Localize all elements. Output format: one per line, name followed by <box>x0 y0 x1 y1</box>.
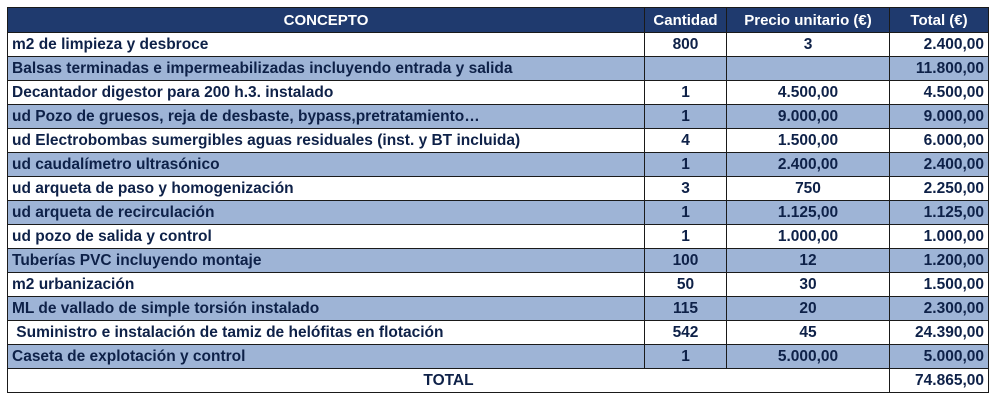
table-row <box>8 297 989 321</box>
row-total: 24.390,00 <box>890 321 989 345</box>
row-unit-price: 5.000,00 <box>727 345 890 369</box>
row-unit-price: 30 <box>727 273 890 297</box>
row-concept: Tuberías PVC incluyendo montaje <box>8 249 645 273</box>
budget-table-container <box>7 7 988 393</box>
row-unit-price: 45 <box>727 321 890 345</box>
row-quantity: 1 <box>645 201 727 225</box>
table-row <box>8 57 989 81</box>
row-total: 5.000,00 <box>890 345 989 369</box>
row-total: 1.000,00 <box>890 225 989 249</box>
table-row <box>8 321 989 345</box>
row-total: 1.200,00 <box>890 249 989 273</box>
row-quantity: 115 <box>645 297 727 321</box>
row-concept: Suministro e instalación de tamiz de helófitas en flotación <box>8 321 645 345</box>
table-row <box>8 81 989 105</box>
row-quantity: 800 <box>645 33 727 57</box>
table-row <box>8 177 989 201</box>
row-unit-price: 1.000,00 <box>727 225 890 249</box>
header-unit-price: Precio unitario (€) <box>727 8 890 33</box>
table-row <box>8 249 989 273</box>
row-total: 2.400,00 <box>890 153 989 177</box>
row-quantity: 100 <box>645 249 727 273</box>
row-unit-price: 9.000,00 <box>727 105 890 129</box>
row-concept: ud arqueta de paso y homogenización <box>8 177 645 201</box>
row-concept: m2 de limpieza y desbroce <box>8 33 645 57</box>
header-quantity: Cantidad <box>645 8 727 33</box>
table-row <box>8 201 989 225</box>
row-quantity: 1 <box>645 345 727 369</box>
table-total-row <box>8 369 989 393</box>
row-quantity: 1 <box>645 225 727 249</box>
total-label: TOTAL <box>8 369 890 393</box>
header-total: Total (€) <box>890 8 989 33</box>
row-total: 1.500,00 <box>890 273 989 297</box>
table-header-row <box>8 8 989 33</box>
row-quantity: 1 <box>645 105 727 129</box>
row-quantity: 1 <box>645 81 727 105</box>
row-quantity: 50 <box>645 273 727 297</box>
row-unit-price: 1.500,00 <box>727 129 890 153</box>
table-row <box>8 105 989 129</box>
row-quantity: 542 <box>645 321 727 345</box>
table-row <box>8 129 989 153</box>
row-total: 2.400,00 <box>890 33 989 57</box>
row-concept: Caseta de explotación y control <box>8 345 645 369</box>
header-concept: CONCEPTO <box>8 8 645 33</box>
row-concept: ud pozo de salida y control <box>8 225 645 249</box>
row-quantity: 4 <box>645 129 727 153</box>
row-unit-price: 750 <box>727 177 890 201</box>
row-total: 2.250,00 <box>890 177 989 201</box>
row-concept: ML de vallado de simple torsión instalado <box>8 297 645 321</box>
row-total: 4.500,00 <box>890 81 989 105</box>
row-concept: ud Pozo de gruesos, reja de desbaste, bypass,pretratamiento… <box>8 105 645 129</box>
row-concept: m2 urbanización <box>8 273 645 297</box>
table-row <box>8 225 989 249</box>
grand-total: 74.865,00 <box>890 369 989 393</box>
row-total: 6.000,00 <box>890 129 989 153</box>
row-quantity <box>645 57 727 81</box>
row-concept: ud Electrobombas sumergibles aguas residuales (inst. y BT incluida) <box>8 129 645 153</box>
row-unit-price: 4.500,00 <box>727 81 890 105</box>
table-row <box>8 273 989 297</box>
row-unit-price: 12 <box>727 249 890 273</box>
row-unit-price <box>727 57 890 81</box>
table-row <box>8 153 989 177</box>
row-total: 1.125,00 <box>890 201 989 225</box>
budget-table <box>7 7 989 393</box>
table-row <box>8 33 989 57</box>
row-concept: Decantador digestor para 200 h.3. instalado <box>8 81 645 105</box>
row-concept: ud caudalímetro ultrasónico <box>8 153 645 177</box>
row-unit-price: 3 <box>727 33 890 57</box>
row-total: 9.000,00 <box>890 105 989 129</box>
row-total: 11.800,00 <box>890 57 989 81</box>
row-quantity: 1 <box>645 153 727 177</box>
row-quantity: 3 <box>645 177 727 201</box>
table-row <box>8 345 989 369</box>
row-unit-price: 2.400,00 <box>727 153 890 177</box>
row-unit-price: 20 <box>727 297 890 321</box>
row-concept: Balsas terminadas e impermeabilizadas incluyendo entrada y salida <box>8 57 645 81</box>
row-concept: ud arqueta de recirculación <box>8 201 645 225</box>
row-unit-price: 1.125,00 <box>727 201 890 225</box>
row-total: 2.300,00 <box>890 297 989 321</box>
